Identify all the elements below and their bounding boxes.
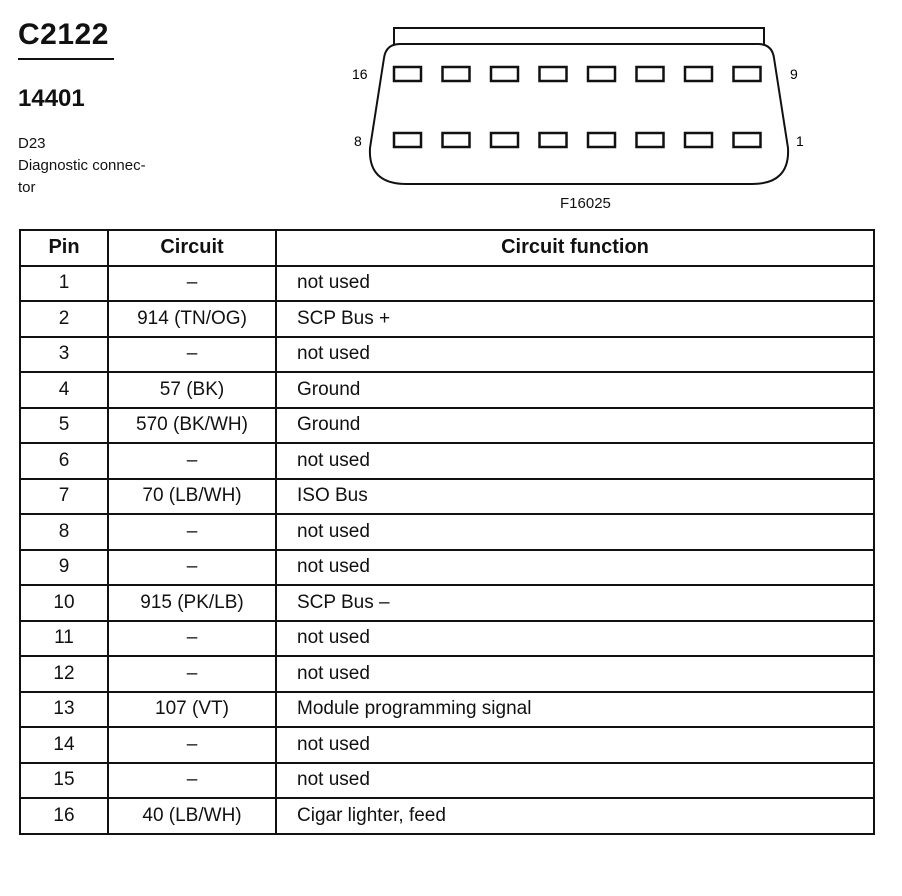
circuit-cell: 57 (BK)	[108, 372, 276, 408]
function-cell: Cigar lighter, feed	[276, 798, 874, 834]
circuit-cell: 70 (LB/WH)	[108, 479, 276, 515]
function-cell: not used	[276, 656, 874, 692]
circuit-cell: –	[108, 727, 276, 763]
function-cell: not used	[276, 266, 874, 302]
pin-label-1: 1	[796, 133, 804, 149]
circuit-cell: 915 (PK/LB)	[108, 585, 276, 621]
function-cell: Ground	[276, 372, 874, 408]
circuit-cell: 570 (BK/WH)	[108, 408, 276, 444]
pin-cell: 8	[20, 514, 108, 550]
table-header-row	[20, 230, 874, 266]
circuit-cell: –	[108, 656, 276, 692]
pin-cell: 4	[20, 372, 108, 408]
connector-diagram	[340, 22, 820, 192]
part-number: 14401	[18, 85, 85, 112]
function-cell: not used	[276, 514, 874, 550]
pin-cell: 5	[20, 408, 108, 444]
function-cell: not used	[276, 763, 874, 799]
header-circuit: Circuit	[108, 230, 276, 266]
pin-cell: 7	[20, 479, 108, 515]
pin-cell: 2	[20, 301, 108, 337]
pin-slot	[588, 67, 615, 81]
pin-slot	[685, 67, 712, 81]
pin-cell: 14	[20, 727, 108, 763]
function-cell: ISO Bus	[276, 479, 874, 515]
pin-cell: 3	[20, 337, 108, 373]
pin-cell: 9	[20, 550, 108, 586]
table-row	[20, 763, 874, 799]
circuit-cell: –	[108, 763, 276, 799]
function-cell: not used	[276, 337, 874, 373]
description-line-2: tor	[18, 179, 36, 196]
pin-cell: 1	[20, 266, 108, 302]
function-cell: Ground	[276, 408, 874, 444]
function-cell: Module programming signal	[276, 692, 874, 728]
circuit-cell: –	[108, 443, 276, 479]
pin-row-bottom	[394, 133, 761, 147]
circuit-cell: –	[108, 550, 276, 586]
table-row	[20, 514, 874, 550]
pin-slot	[491, 67, 518, 81]
pin-slot	[588, 133, 615, 147]
function-cell: not used	[276, 621, 874, 657]
pin-slot	[443, 133, 470, 147]
pin-slot	[734, 67, 761, 81]
table-row	[20, 337, 874, 373]
table-row	[20, 656, 874, 692]
circuit-cell: –	[108, 514, 276, 550]
pin-slot	[394, 67, 421, 81]
pin-cell: 10	[20, 585, 108, 621]
pin-label-9: 9	[790, 66, 798, 82]
circuit-cell: 107 (VT)	[108, 692, 276, 728]
table-row	[20, 727, 874, 763]
table-row	[20, 585, 874, 621]
pin-cell: 13	[20, 692, 108, 728]
function-cell: SCP Bus –	[276, 585, 874, 621]
table-row	[20, 372, 874, 408]
pin-cell: 12	[20, 656, 108, 692]
connector-id: C2122	[18, 18, 109, 51]
header-pin: Pin	[20, 230, 108, 266]
function-cell: SCP Bus +	[276, 301, 874, 337]
location-code: D23	[18, 135, 46, 152]
table-row	[20, 443, 874, 479]
circuit-cell: –	[108, 621, 276, 657]
table-row	[20, 479, 874, 515]
pin-cell: 15	[20, 763, 108, 799]
circuit-cell: –	[108, 266, 276, 302]
circuit-cell: 40 (LB/WH)	[108, 798, 276, 834]
description-line-1: Diagnostic connec-	[18, 157, 146, 174]
pin-slot	[394, 133, 421, 147]
circuit-cell: –	[108, 337, 276, 373]
header-circuit-function: Circuit function	[276, 230, 874, 266]
pin-cell: 11	[20, 621, 108, 657]
figure-code: F16025	[560, 195, 611, 212]
pin-slot	[637, 133, 664, 147]
pin-row-top	[394, 67, 761, 81]
pin-cell: 6	[20, 443, 108, 479]
connector-id-underline	[18, 58, 114, 60]
pin-cell: 16	[20, 798, 108, 834]
function-cell: not used	[276, 443, 874, 479]
pin-slot	[540, 67, 567, 81]
connector-shell	[370, 44, 788, 184]
function-cell: not used	[276, 550, 874, 586]
pin-slot	[491, 133, 518, 147]
connector-key-tab	[394, 28, 764, 44]
table-row	[20, 621, 874, 657]
table-row	[20, 408, 874, 444]
table-row	[20, 692, 874, 728]
table-row	[20, 550, 874, 586]
pin-slot	[443, 67, 470, 81]
function-cell: not used	[276, 727, 874, 763]
table-row	[20, 301, 874, 337]
pin-slot	[685, 133, 712, 147]
connector-description	[18, 133, 178, 199]
pin-slot	[734, 133, 761, 147]
pin-label-8: 8	[354, 133, 362, 149]
pin-slot	[540, 133, 567, 147]
pin-table	[19, 229, 875, 835]
table-row	[20, 266, 874, 302]
pin-label-16: 16	[352, 66, 368, 82]
pin-slot	[637, 67, 664, 81]
table-row	[20, 798, 874, 834]
circuit-cell: 914 (TN/OG)	[108, 301, 276, 337]
